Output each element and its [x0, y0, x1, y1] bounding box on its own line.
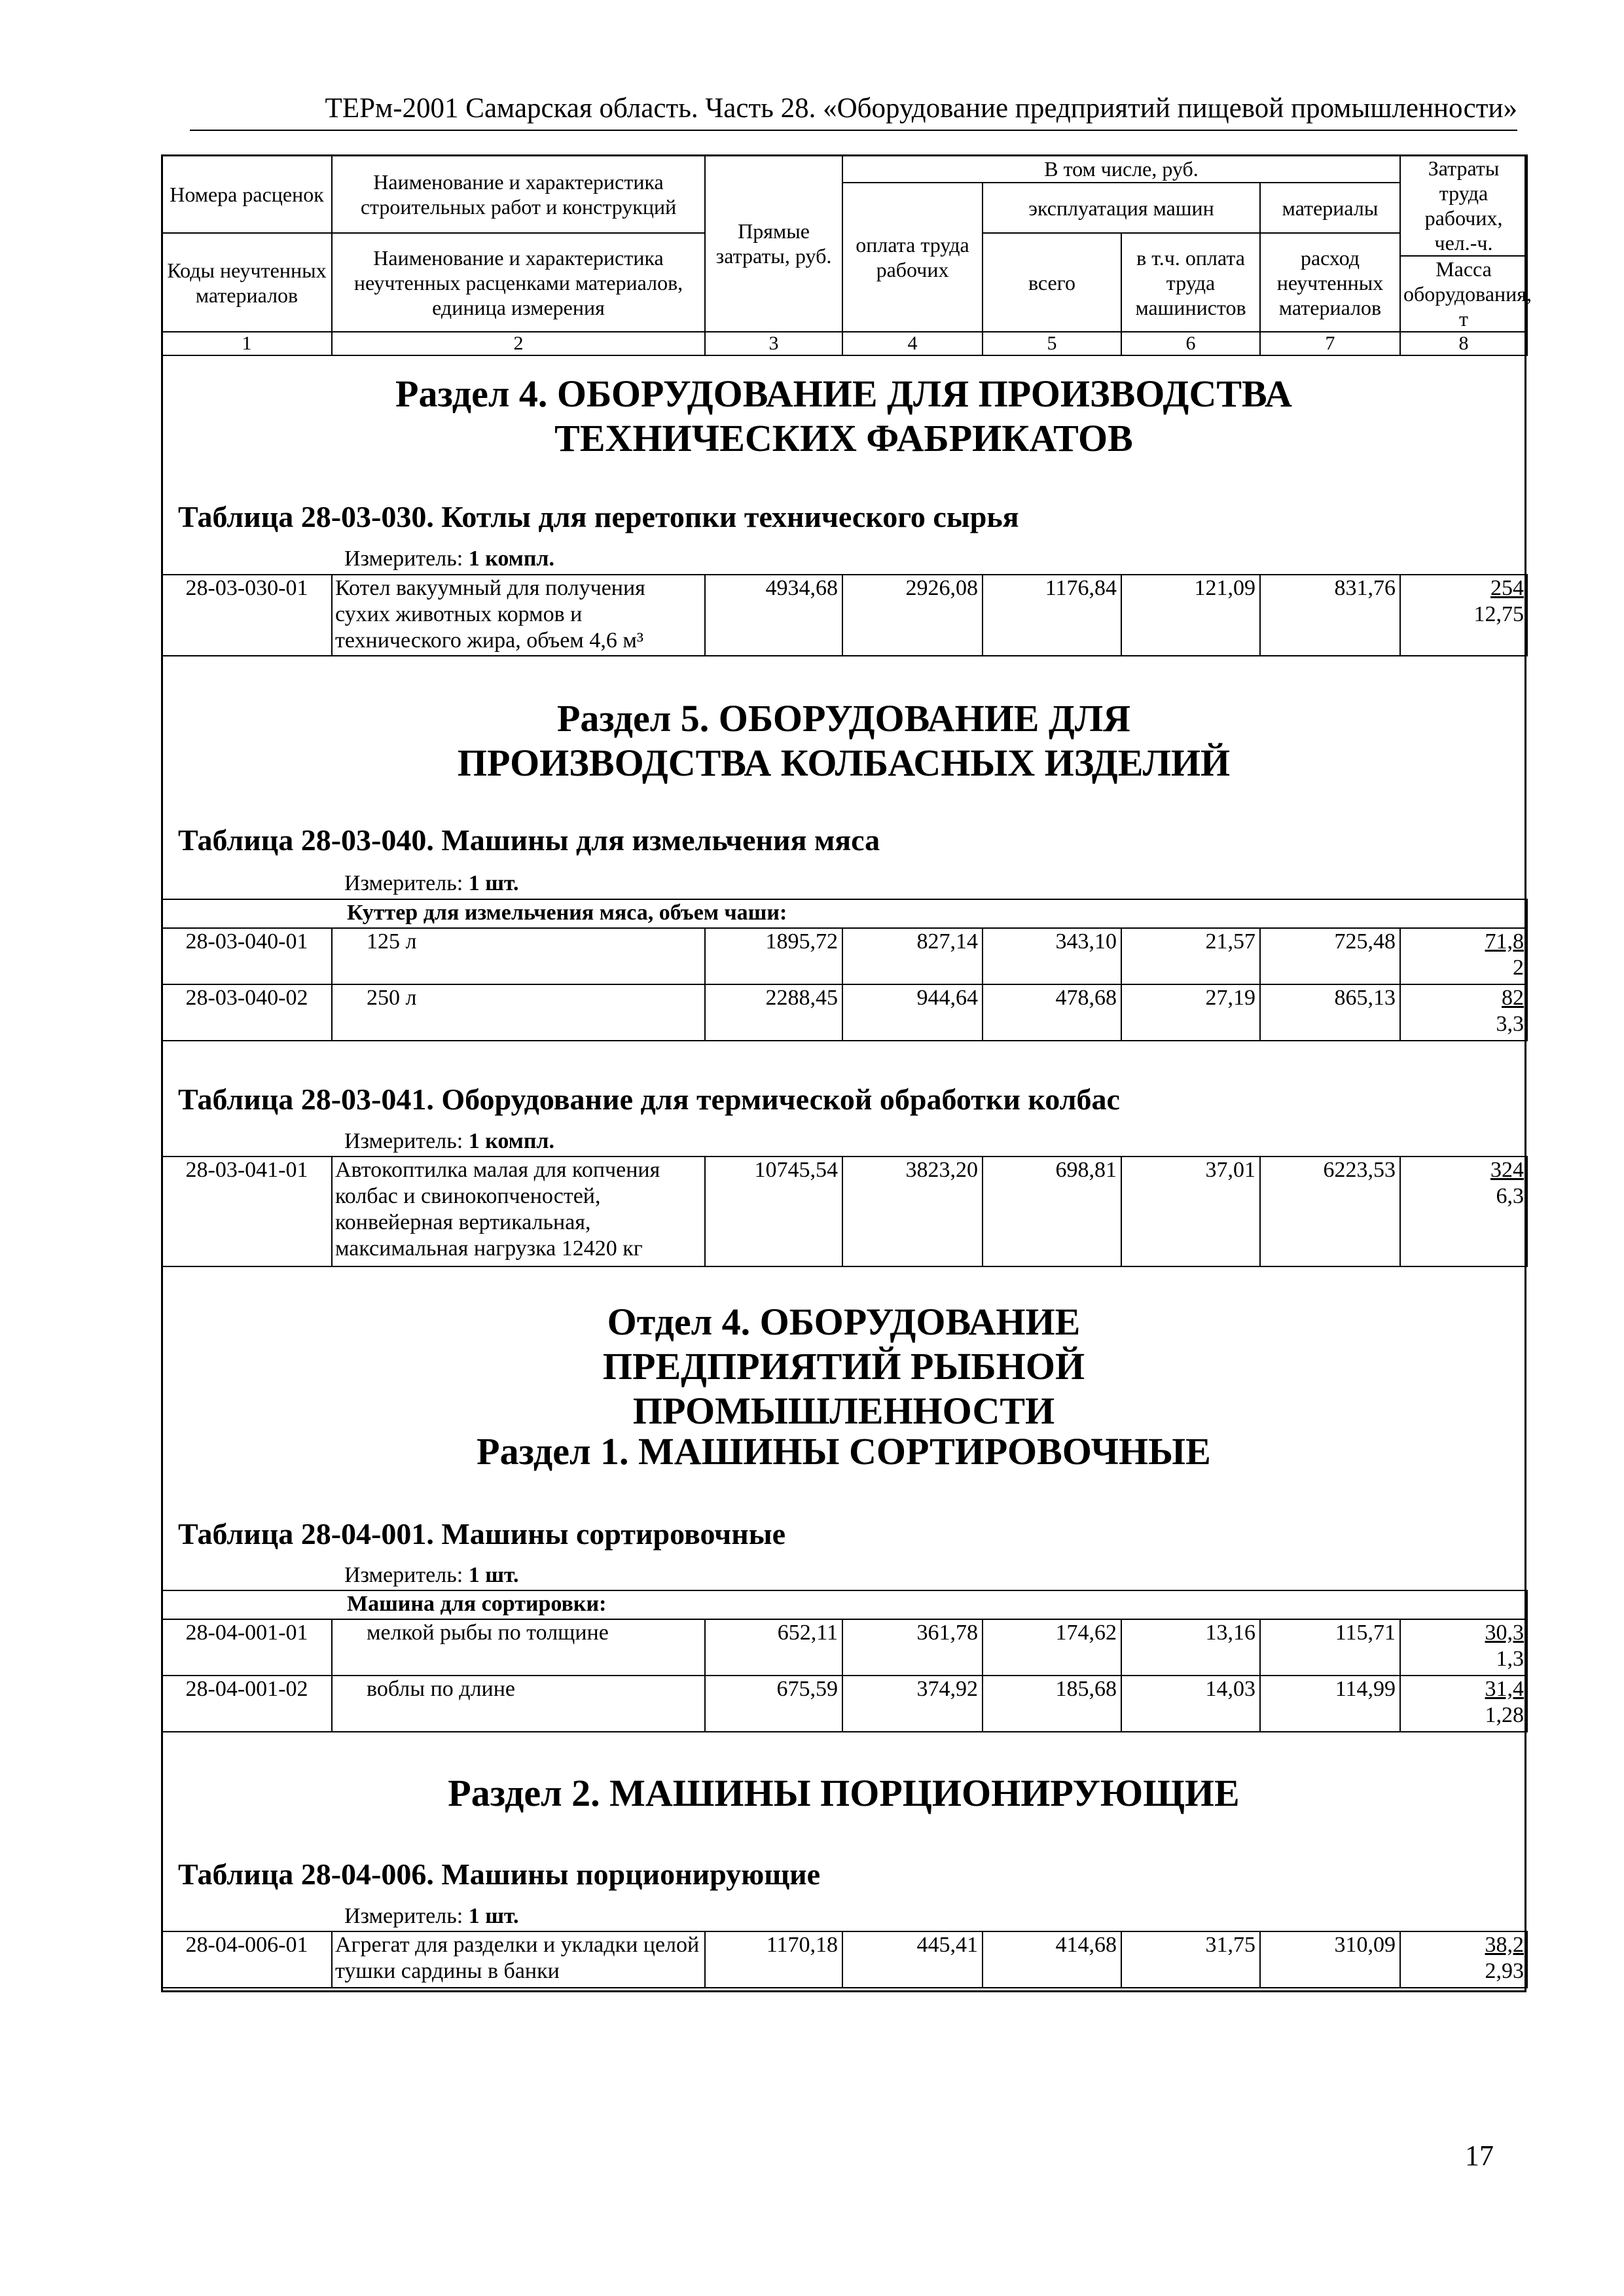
table-row [162, 1931, 1527, 1988]
row-labor: 3823,20 [842, 1157, 983, 1266]
row-name: 125 л [332, 928, 705, 984]
row-labor-mass [1400, 1157, 1527, 1266]
row-direct: 1170,18 [705, 1931, 842, 1988]
row-labor-hours: 38,2 [1485, 1933, 1524, 1957]
group-heading: Машина для сортировки: [162, 1590, 1527, 1619]
row-labor-hours: 31,4 [1485, 1677, 1525, 1701]
col3-header: Прямые затраты, руб. [705, 155, 842, 332]
table-28-04-006-title: Таблица 28-04-006. Машины порционирующие [178, 1857, 821, 1891]
row-direct: 10745,54 [705, 1157, 842, 1266]
row-name: воблы по длине [332, 1676, 705, 1732]
row-direct: 652,11 [705, 1619, 842, 1676]
meter-label: Измеритель: [344, 1904, 463, 1928]
col2-header: Наименование и характеристика строительных работ и конструкций [332, 155, 705, 233]
row-labor: 445,41 [842, 1931, 983, 1988]
table-row [162, 575, 1527, 656]
section-4-title: Раздел 4. ОБОРУДОВАНИЕ ДЛЯ ПРОИЗВОДСТВА ТЕХНИЧЕСКИХ ФАБРИКАТОВ [395, 372, 1292, 459]
col6-header: в т.ч. оплата труда машинистов [1121, 233, 1260, 332]
section-1-title: Раздел 1. МАШИНЫ СОРТИРОВОЧНЫЕ [477, 1430, 1211, 1473]
row-operators: 14,03 [1121, 1676, 1260, 1732]
col-number: 3 [705, 332, 842, 355]
row-mass: 12,75 [1473, 602, 1524, 626]
row-code: 28-04-001-02 [162, 1676, 332, 1732]
row-direct: 4934,68 [705, 575, 842, 656]
row-name: Котел вакуумный для получения сухих животных кормов и технического жира, объем 4,6 м³ [332, 575, 705, 656]
row-labor-hours: 324 [1490, 1158, 1524, 1182]
row-materials: 725,48 [1260, 928, 1400, 984]
meter-28-03-030 [344, 546, 554, 572]
table-row [162, 1619, 1527, 1676]
table-28-03-030-title: Таблица 28-03-030. Котлы для перетопки технического сырья [178, 500, 1019, 533]
including-header: В том числе, руб. [842, 155, 1400, 183]
row-direct: 675,59 [705, 1676, 842, 1732]
running-header: ТЕРм-2001 Самарская область. Часть 28. «Оборудование предприятий пищевой промышленности» [325, 93, 1517, 124]
meter-value: 1 шт. [468, 1563, 519, 1587]
row-operators: 13,16 [1121, 1619, 1260, 1676]
table-28-03-030 [161, 574, 1528, 656]
table-28-04-001 [161, 1590, 1528, 1732]
row-mass: 6,3 [1496, 1184, 1524, 1208]
row-machines: 698,81 [983, 1157, 1121, 1266]
materials-header: материалы [1260, 183, 1400, 233]
table-28-03-041 [161, 1156, 1528, 1267]
row-operators: 21,57 [1121, 928, 1260, 984]
table-row [162, 1676, 1527, 1732]
row-mass: 3,3 [1496, 1012, 1525, 1036]
col2-header-bottom: Наименование и характеристика неучтенных расценками материалов, единица измерения [332, 233, 705, 332]
row-labor-mass [1400, 575, 1527, 656]
row-machines: 1176,84 [983, 575, 1121, 656]
row-direct: 2288,45 [705, 984, 842, 1041]
row-name: 250 л [332, 984, 705, 1041]
group-heading: Куттер для измельчения мяса, объем чаши: [162, 899, 1527, 928]
meter-label: Измеритель: [344, 1563, 463, 1587]
row-operators: 27,19 [1121, 984, 1260, 1041]
row-machines: 185,68 [983, 1676, 1121, 1732]
col-number: 4 [842, 332, 983, 355]
row-labor: 2926,08 [842, 575, 983, 656]
col1-header-bottom: Коды неучтенных материалов [162, 233, 332, 332]
col-number: 7 [1260, 332, 1400, 355]
row-mass: 2,93 [1485, 1959, 1524, 1983]
row-machines: 343,10 [983, 928, 1121, 984]
row-name: Агрегат для разделки и укладки целой тушки сардины в банки [332, 1931, 705, 1988]
row-name: мелкой рыбы по толщине [332, 1619, 705, 1676]
col8-header-top: Затраты труда рабочих, чел.-ч. [1400, 155, 1527, 256]
col-number: 8 [1400, 332, 1527, 355]
row-operators: 31,75 [1121, 1931, 1260, 1988]
table-row [162, 984, 1527, 1041]
row-labor-hours: 254 [1490, 576, 1524, 600]
row-labor-mass [1400, 928, 1527, 984]
row-machines: 174,62 [983, 1619, 1121, 1676]
row-operators: 121,09 [1121, 575, 1260, 656]
row-labor: 361,78 [842, 1619, 983, 1676]
meter-label: Измеритель: [344, 547, 463, 571]
machines-header: эксплуатация машин [983, 183, 1260, 233]
meter-28-03-040 [344, 870, 519, 897]
row-code: 28-04-001-01 [162, 1619, 332, 1676]
row-name: Автокоптилка малая для копчения колбас и свинокопченостей, конвейерная вертикальная, максимальная нагрузка 12420 кг [332, 1157, 705, 1266]
row-code: 28-04-006-01 [162, 1931, 332, 1988]
col-number: 5 [983, 332, 1121, 355]
col-number: 1 [162, 332, 332, 355]
row-labor-hours: 82 [1502, 986, 1525, 1010]
row-materials: 865,13 [1260, 984, 1400, 1041]
col7-header: расход неучтенных материалов [1260, 233, 1400, 332]
section-5-title: Раздел 5. ОБОРУДОВАНИЕ ДЛЯ ПРОИЗВОДСТВА КОЛБАСНЫХ ИЗДЕЛИЙ [457, 697, 1231, 784]
col-number: 2 [332, 332, 705, 355]
row-machines: 414,68 [983, 1931, 1121, 1988]
meter-value: 1 шт. [468, 871, 519, 895]
row-mass: 2 [1513, 956, 1525, 980]
table-row [162, 928, 1527, 984]
meter-28-04-001 [344, 1562, 519, 1588]
page-number: 17 [1465, 2140, 1494, 2172]
row-labor-mass [1400, 984, 1527, 1041]
table-28-03-040-title: Таблица 28-03-040. Машины для измельчения мяса [178, 823, 880, 857]
row-materials: 831,76 [1260, 575, 1400, 656]
header-rule [190, 130, 1517, 131]
row-materials: 114,99 [1260, 1676, 1400, 1732]
row-materials: 310,09 [1260, 1931, 1400, 1988]
table-28-03-040 [161, 899, 1528, 1041]
col5-header: всего [983, 233, 1121, 332]
row-code: 28-03-040-02 [162, 984, 332, 1041]
row-labor-hours: 71,8 [1485, 929, 1525, 954]
row-labor-mass [1400, 1931, 1527, 1988]
col8-header-bottom: Масса оборудования, т [1400, 256, 1527, 332]
row-direct: 1895,72 [705, 928, 842, 984]
row-materials: 6223,53 [1260, 1157, 1400, 1266]
row-mass: 1,3 [1496, 1647, 1525, 1671]
row-machines: 478,68 [983, 984, 1121, 1041]
table-row [162, 1157, 1527, 1266]
column-header-table [161, 154, 1532, 356]
row-code: 28-03-030-01 [162, 575, 332, 656]
department-4-title: Отдел 4. ОБОРУДОВАНИЕ ПРЕДПРИЯТИЙ РЫБНОЙ ПРОМЫШЛЕННОСТИ [602, 1300, 1085, 1432]
col1-header: Номера расценок [162, 155, 332, 233]
table-28-04-001-title: Таблица 28-04-001. Машины сортировочные [178, 1517, 786, 1551]
meter-value: 1 компл. [468, 547, 555, 571]
row-labor-hours: 30,3 [1485, 1621, 1525, 1645]
row-labor: 944,64 [842, 984, 983, 1041]
meter-value: 1 компл. [468, 1129, 555, 1153]
table-28-03-041-title: Таблица 28-03-041. Оборудование для термической обработки колбас [178, 1083, 1120, 1116]
meter-label: Измеритель: [344, 1129, 463, 1153]
row-operators: 37,01 [1121, 1157, 1260, 1266]
row-labor: 827,14 [842, 928, 983, 984]
meter-value: 1 шт. [468, 1904, 519, 1928]
row-labor: 374,92 [842, 1676, 983, 1732]
meter-28-04-006 [344, 1903, 519, 1929]
meter-28-03-041 [344, 1128, 554, 1155]
row-labor-mass [1400, 1676, 1527, 1732]
table-28-04-006 [161, 1931, 1528, 1988]
col-number: 6 [1121, 332, 1260, 355]
row-mass: 1,28 [1485, 1703, 1525, 1727]
row-labor-mass [1400, 1619, 1527, 1676]
row-code: 28-03-040-01 [162, 928, 332, 984]
meter-label: Измеритель: [344, 871, 463, 895]
row-code: 28-03-041-01 [162, 1157, 332, 1266]
row-materials: 115,71 [1260, 1619, 1400, 1676]
section-2-title: Раздел 2. МАШИНЫ ПОРЦИОНИРУЮЩИЕ [448, 1772, 1240, 1814]
col4-header: оплата труда рабочих [842, 183, 983, 332]
